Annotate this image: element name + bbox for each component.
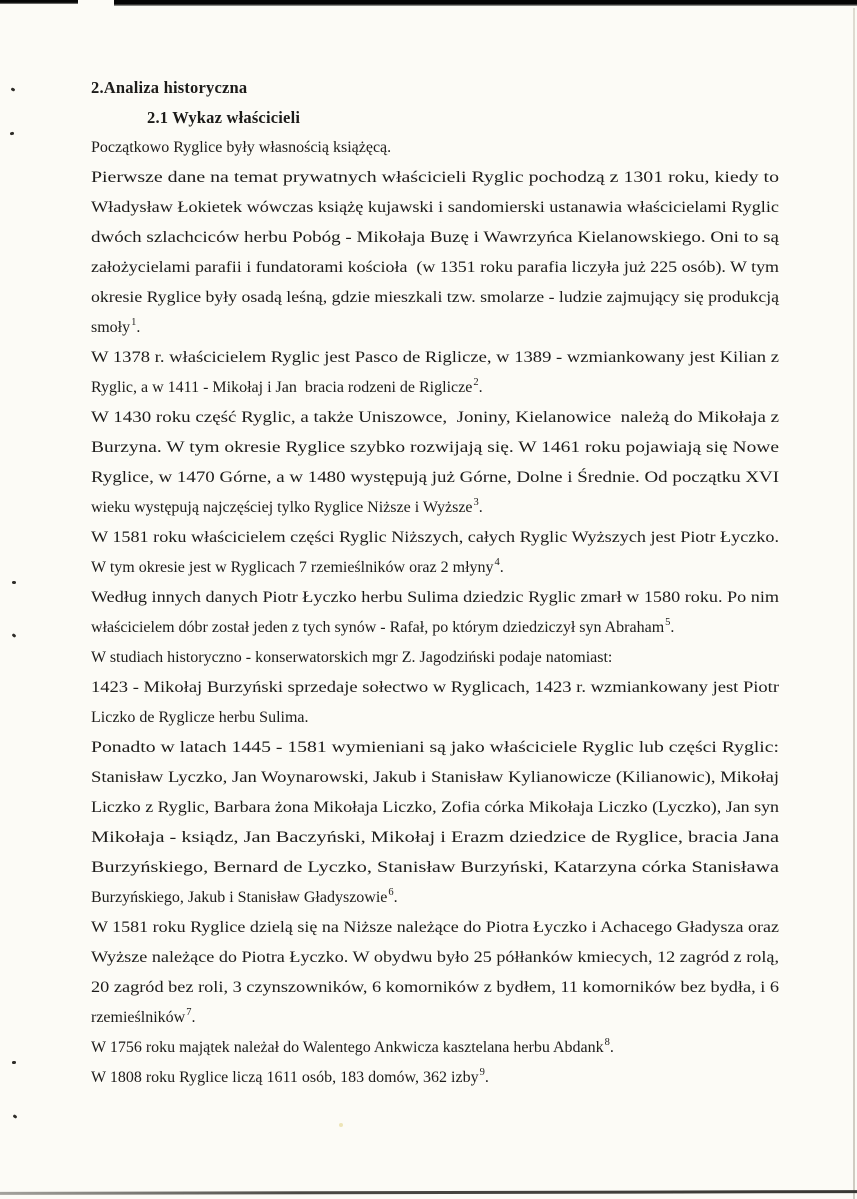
text-line-content: Burzyńskiego, Jakub i Stanisław Gładyszowie$^6$.: [91, 887, 398, 906]
text-line: [91, 433, 779, 463]
text-line-content: 20 zagród bez roli, 3 czynszowników, 6 komorników z bydłem, 11 komorników bez bydła, i 6: [91, 979, 779, 996]
footnote-ref: 3: [473, 497, 479, 508]
text-line-content: założycielami parafii i fundatorami kościoła (w 1351 roku parafia liczyła już 225 osób). W tym: [91, 259, 779, 276]
scan-speck: [11, 87, 16, 92]
text-line: [91, 883, 779, 913]
text-line-content: W 1430 roku część Ryglic, a także Uniszowce, Joniny, Kielanowice należą do Mikołaja z: [91, 409, 779, 426]
text-line: [91, 643, 779, 673]
text-line-content: smoły$^1$.: [91, 317, 141, 336]
text-line: [91, 493, 779, 523]
text-line: [91, 463, 779, 493]
text-line-content: 2.Analiza historyczna: [91, 78, 248, 97]
text-line-content: W tym okresie jest w Ryglicach 7 rzemieślników oraz 2 młyny$^4$.: [91, 557, 504, 576]
scan-speck: [339, 1123, 343, 1127]
text-line-content: W 1808 roku Ryglice liczą 1611 osób, 183 domów, 362 izby$^9$.: [91, 1067, 489, 1086]
footnote-ref: 6: [388, 887, 394, 898]
text-line-content: W 1581 roku właścicielem części Ryglic Niższych, całych Ryglic Wyższych jest Piotr Łyczko.: [91, 529, 779, 546]
footnote-ref: 9: [479, 1067, 485, 1078]
footnote-ref: 8: [604, 1037, 610, 1048]
text-line-content: 1423 - Mikołaj Burzyński sprzedaje sołectwo w Ryglicach, 1423 r. wzmiankowany jest Piotr: [91, 679, 779, 696]
text-line: [91, 223, 779, 253]
text-line-content: wieku występują najczęściej tylko Ryglice Niższe i Wyższe$^3$.: [91, 497, 483, 516]
text-line-content: Władysław Łokietek wówczas książę kujawski i sandomierski ustanawia właścicielami Ryglic: [91, 199, 779, 216]
text-line: [91, 943, 779, 973]
text-line: [91, 373, 779, 403]
footnote-ref: 7: [186, 1007, 192, 1018]
scan-artifact-bottom-line: [0, 1190, 857, 1195]
scan-speck: [12, 1061, 16, 1064]
scan-speck: [12, 633, 17, 638]
text-line-content: Wyższe należące do Piotra Łyczko. W obydwu było 25 półłanków kmiecych, 12 zagród z rolą,: [91, 949, 779, 966]
scan-speck: [13, 1114, 18, 1119]
text-line: [91, 613, 779, 643]
text-line: [91, 193, 779, 223]
text-line: [91, 973, 779, 1003]
text-line-content: Mikołaja - ksiądz, Jan Baczyński, Mikołaj i Erazm dziedzice de Ryglice, bracia Jana: [91, 829, 779, 846]
scan-artifact-top-bar: [0, 0, 78, 4]
text-line: [91, 253, 779, 283]
text-line: [91, 853, 779, 883]
text-line-content: rzemieślników$^7$.: [91, 1007, 196, 1026]
text-line: [91, 913, 779, 943]
scan-artifact-top-bar: [114, 0, 857, 6]
scan-artifact-page-edge: [853, 8, 855, 1199]
text-line: [91, 673, 779, 703]
text-line-content: Ponadto w latach 1445 - 1581 wymieniani są jako właściciele Ryglic lub części Ryglic:: [91, 739, 779, 756]
footnote-ref: 1: [131, 317, 137, 328]
text-line-content: dwóch szlachciców herbu Pobóg - Mikołaja Buzę i Wawrzyńca Kielanowskiego. Oni to są: [91, 229, 779, 246]
text-line: [91, 133, 779, 163]
text-line: [91, 1003, 779, 1033]
text-line-content: W studiach historyczno - konserwatorskich mgr Z. Jagodziński podaje natomiast:: [91, 649, 613, 666]
text-line-content: Według innych danych Piotr Łyczko herbu Sulima dziedzic Ryglic zmarł w 1580 roku. Po nim: [91, 589, 779, 606]
text-line-content: W 1378 r. właścicielem Ryglic jest Pasco de Riglicze, w 1389 - wzmiankowany jest Kilian z: [91, 349, 780, 366]
subsection-heading: [91, 103, 779, 133]
text-line: [91, 1063, 779, 1093]
text-line-content: Liczko z Ryglic, Barbara żona Mikołaja Liczko, Zofia córka Mikołaja Liczko (Lyczko), Jan syn: [91, 799, 779, 816]
section-heading: [91, 73, 779, 103]
text-line: [91, 1033, 779, 1063]
text-line-content: właścicielem dóbr został jeden z tych synów - Rafał, po którym dziedziczył syn Abraham$^5$.: [91, 617, 675, 636]
text-line: [91, 763, 779, 793]
text-line: [91, 553, 779, 583]
text-line-content: W 1756 roku majątek należał do Walentego Ankwicza kasztelana herbu Abdank$^8$.: [91, 1037, 614, 1056]
text-line: [91, 283, 779, 313]
footnote-ref: 2: [473, 377, 479, 388]
text-line: [91, 523, 779, 553]
text-line: [91, 343, 779, 373]
text-line: [91, 313, 779, 343]
footnote-ref: 4: [494, 557, 500, 568]
footnote-ref: 5: [665, 617, 671, 628]
text-line-content: 2.1 Wykaz właścicieli: [147, 108, 301, 127]
text-line-content: Początkowo Ryglice były własnością książęcą.: [91, 139, 392, 156]
text-line-content: Pierwsze dane na temat prywatnych właścicieli Ryglic pochodzą z 1301 roku, kiedy to: [91, 169, 779, 186]
text-line: [91, 733, 779, 763]
text-line: [91, 703, 779, 733]
text-line-content: Ryglice, w 1470 Górne, a w 1480 występują już Górne, Dolne i Średnie. Od początku XVI: [91, 469, 779, 486]
document-text: [91, 73, 779, 1093]
text-line: [91, 163, 779, 193]
text-line: [91, 583, 779, 613]
text-line-content: okresie Ryglice były osadą leśną, gdzie mieszkali tzw. smolarze - ludzie zajmujący się produkcją: [91, 289, 779, 306]
scan-speck: [10, 132, 15, 136]
text-line-content: W 1581 roku Ryglice dzielą się na Niższe należące do Piotra Łyczko i Achacego Gładysza oraz: [91, 919, 779, 936]
text-line: [91, 403, 779, 433]
scan-speck: [12, 581, 16, 585]
text-line: [91, 823, 779, 853]
text-line-content: Burzyńskiego, Bernard de Lyczko, Stanisław Burzyński, Katarzyna córka Stanisława: [91, 859, 779, 876]
text-line: [91, 793, 779, 823]
text-line-content: Ryglic, a w 1411 - Mikołaj i Jan bracia rodzeni de Riglicze$^2$.: [91, 377, 483, 396]
text-line-content: Stanisław Lyczko, Jan Woynarowski, Jakub i Stanisław Kylianowicze (Kilianowic), Mikołaj: [91, 769, 779, 786]
text-line-content: Liczko de Ryglicze herbu Sulima.: [91, 709, 309, 726]
text-line-content: Burzyna. W tym okresie Ryglice szybko rozwijają się. W 1461 roku pojawiają się Nowe: [91, 439, 779, 456]
